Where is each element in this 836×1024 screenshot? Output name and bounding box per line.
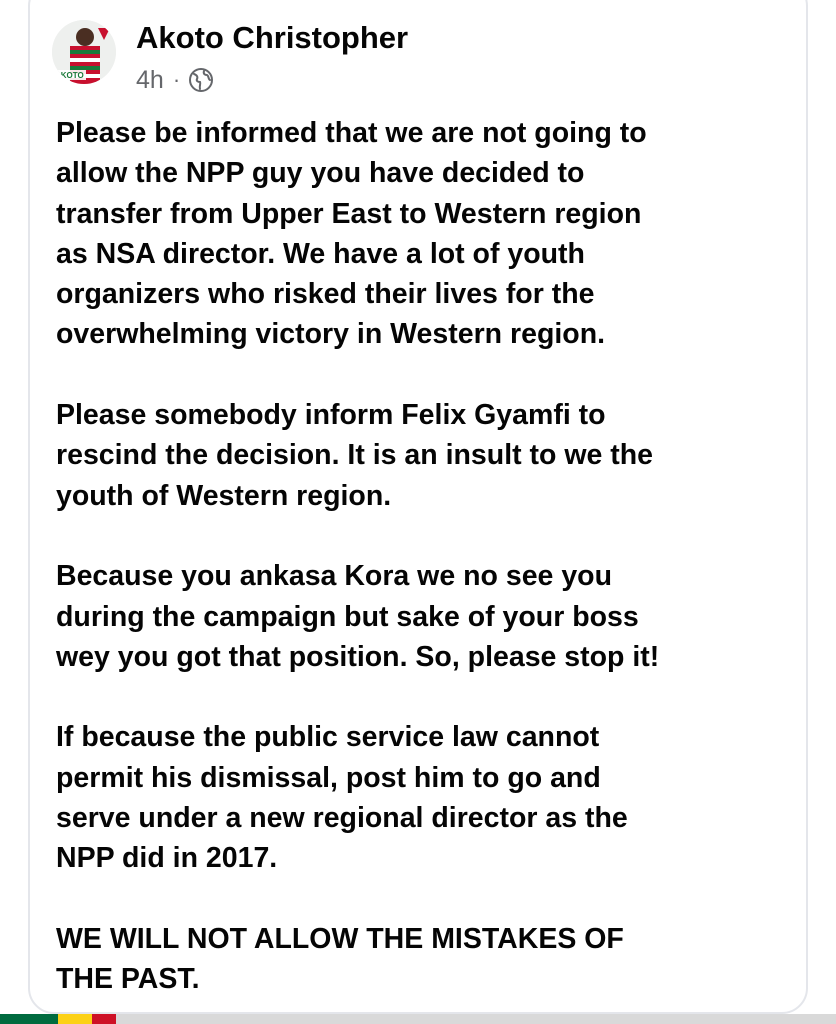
avatar[interactable]	[52, 20, 116, 84]
meta-separator: ·	[172, 67, 181, 92]
author-name[interactable]: Akoto Christopher	[136, 20, 409, 55]
post-paragraph: If because the public service law cannot permit his dismissal, post him to go and serve under a new regional director as the NPP did in 2017.	[56, 721, 628, 875]
post-meta	[136, 64, 214, 96]
flag-green-segment	[0, 1014, 58, 1024]
avatar-label: AKOTO	[55, 71, 84, 80]
flag-yellow-segment	[58, 1014, 92, 1024]
flag-red-segment	[92, 1014, 116, 1024]
post-paragraph: Because you ankasa Kora we no see you during the campaign but sake of your boss wey you got that position. So, please stop it!	[56, 560, 660, 673]
post-paragraph: Please somebody inform Felix Gyamfi to rescind the decision. It is an insult to we the youth of Western region.	[56, 399, 654, 512]
post-time[interactable]: 4h	[136, 65, 164, 94]
bottom-strip	[0, 1014, 836, 1024]
post-body	[56, 113, 792, 1000]
profile-photo	[52, 20, 116, 84]
globe-icon	[188, 67, 214, 93]
post-paragraph: WE WILL NOT ALLOW THE MISTAKES OF THE PAST.	[56, 922, 624, 996]
post-paragraph: Please be informed that we are not going to allow the NPP guy you have decided to transfer from Upper East to Western region as NSA director. We have a lot of youth organizers who risked their lives for the overwhelming victory in Western region.	[56, 117, 647, 351]
bottom-bar	[116, 1014, 836, 1024]
